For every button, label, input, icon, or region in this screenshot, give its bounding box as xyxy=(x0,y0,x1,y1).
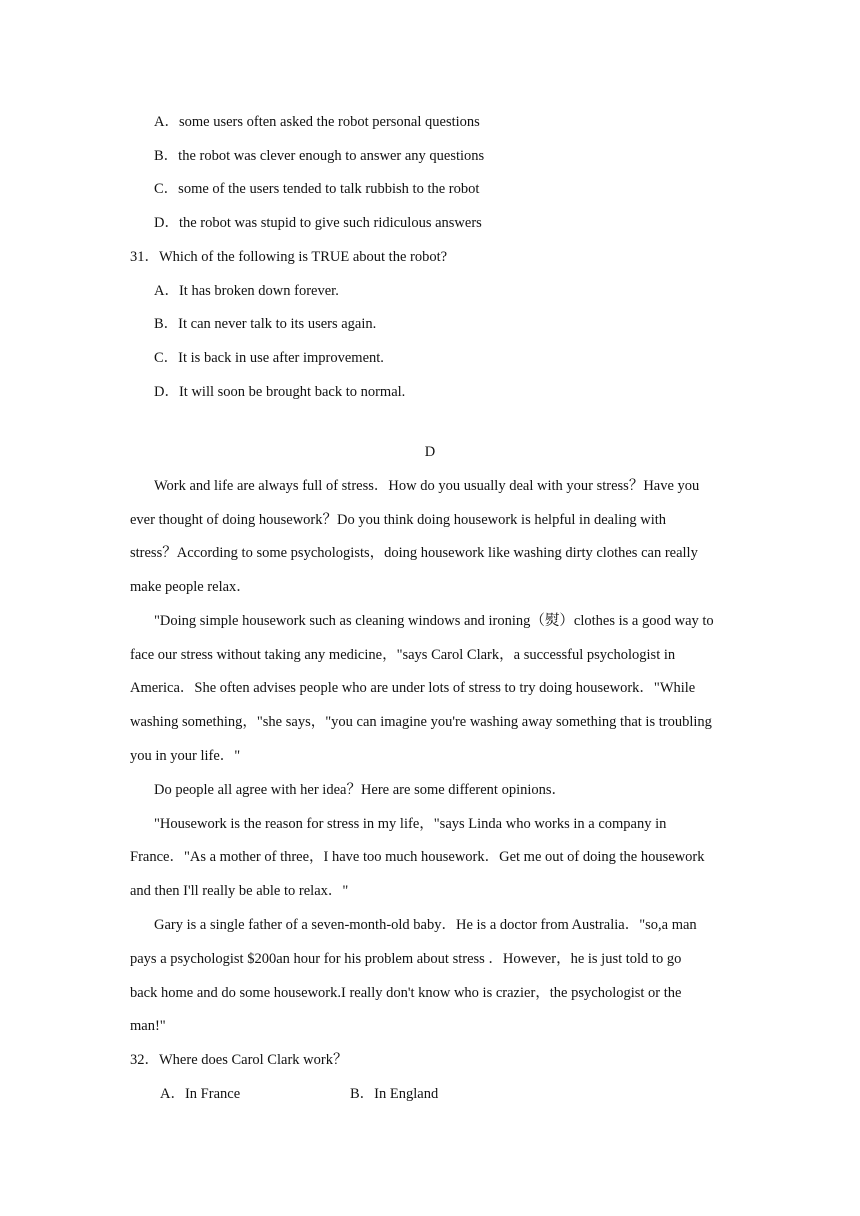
passage-line: washing something，"she says，"you can imagine you're washing away something that is troubling xyxy=(130,714,712,730)
passage-line: make people relax． xyxy=(130,579,251,595)
q31-option-a: A．It has broken down forever. xyxy=(154,283,339,299)
q31-option-d: D．It will soon be brought back to normal. xyxy=(154,384,406,400)
q32-option-a: A．In France xyxy=(160,1086,241,1102)
passage-line: France．"As a mother of three，I have too much housework．Get me out of doing the housework xyxy=(130,849,705,865)
q32-stem: 32．Where does Carol Clark work？ xyxy=(130,1052,348,1068)
passage-line: stress？According to some psychologists，doing housework like washing dirty clothes can really xyxy=(130,545,698,561)
passage-line: Do people all agree with her idea？Here are some different opinions． xyxy=(154,782,567,798)
q30-option-c: C．some of the users tended to talk rubbish to the robot xyxy=(154,181,480,197)
passage-line: "Doing simple housework such as cleaning windows and ironing（熨）clothes is a good way to xyxy=(154,613,714,629)
passage-line: and then I'll really be able to relax．" xyxy=(130,883,349,899)
q32-option-b: B．In England xyxy=(350,1086,439,1102)
passage-line: Gary is a single father of a seven-month-old baby．He is a doctor from Australia．"so,a man xyxy=(154,917,697,933)
q30-option-a: A．some users often asked the robot personal questions xyxy=(154,114,480,130)
passage-line: ever thought of doing housework？Do you think doing housework is helpful in dealing with xyxy=(130,512,667,528)
passage-line: pays a psychologist $200an hour for his problem about stress ．However，he is just told to go xyxy=(130,951,682,967)
passage-line: you in your life．" xyxy=(130,748,241,764)
passage-line: America．She often advises people who are under lots of stress to try doing housework．"While xyxy=(130,680,696,696)
q30-option-d: D．the robot was stupid to give such ridiculous answers xyxy=(154,215,482,231)
passage-title: D xyxy=(424,444,436,460)
passage-line: back home and do some housework.I really don't know who is crazier，the psychologist or the xyxy=(130,985,682,1001)
passage-line: "Housework is the reason for stress in my life，"says Linda who works in a company in xyxy=(154,816,667,832)
q31-option-c: C．It is back in use after improvement. xyxy=(154,350,384,366)
passage-line: face our stress without taking any medicine，"says Carol Clark，a successful psychologist in xyxy=(130,647,676,663)
q31-option-b: B．It can never talk to its users again. xyxy=(154,316,377,332)
q30-option-b: B．the robot was clever enough to answer any questions xyxy=(154,148,485,164)
passage-line: man!" xyxy=(130,1018,166,1034)
passage-line: Work and life are always full of stress．How do you usually deal with your stress？Have you xyxy=(154,478,700,494)
q31-stem: 31．Which of the following is TRUE about the robot? xyxy=(130,249,448,265)
